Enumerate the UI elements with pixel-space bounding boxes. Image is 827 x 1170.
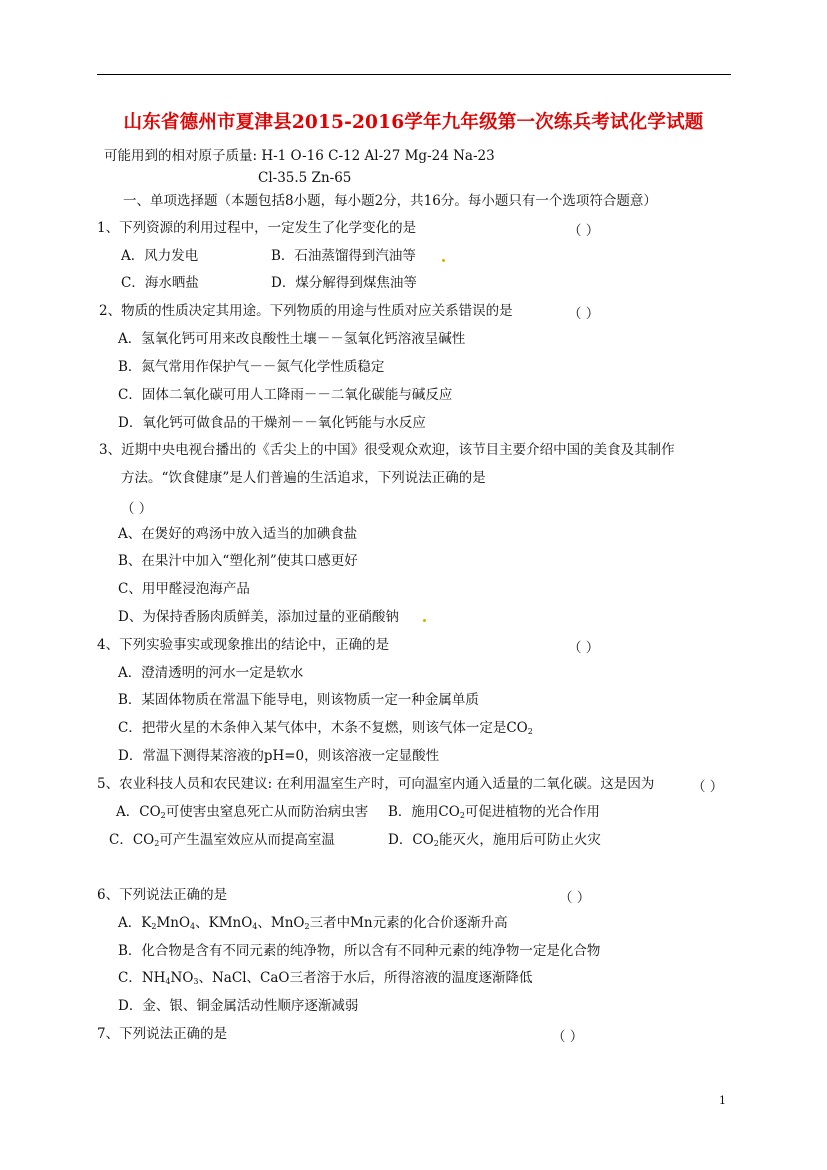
page-title: 山东省德州市夏津县2015-2016学年九年级第一次练兵考试化学试题 [123, 112, 704, 133]
question-6-option-a: A．$K_2MnO_4$、KMnO$_4$、MnO$_2$三者中Mn元素的化合价逐渐升高 [118, 915, 508, 931]
question-1-option-a: A．风力发电 [121, 248, 199, 264]
question-5-option-b: B．施用$CO_2$可促进植物的光合作用 [388, 804, 600, 820]
question-3-option-c: C、用甲醛浸泡海产品 [118, 581, 250, 597]
question-1-option-b: B．石油蒸馏得到汽油等 [271, 248, 416, 264]
question-6-option-c: C．$NH_4NO_3$、NaCl、CaO三者溶于水后，所得溶液的温度逐渐降低 [118, 970, 533, 986]
question-5-option-d: D．$CO_2$能灭火，施用后可防止火灾 [388, 832, 601, 848]
question-3-stem-line2: 方法。“饮食健康”是人们普遍的生活追求，下列说法正确的是 [121, 470, 486, 486]
question-4-option-c: C．把带火星的木条伸入某气体中，木条不复燃，则该气体一定是$CO_2$ [118, 720, 533, 736]
atomic-masses-line2: Cl-35.5 Zn-65 [258, 170, 352, 186]
question-6-stem: 6、下列说法正确的是 [97, 887, 228, 903]
question-6-option-d: D．金、银、铜金属活动性顺序逐渐减弱 [118, 998, 359, 1014]
question-3-stem-line1: 3、近期中央电视台播出的《舌尖上的中国》很受观众欢迎，该节目主要介绍中国的美食及其制作 [99, 442, 675, 458]
stray-mark [442, 259, 445, 262]
question-6-option-b: B．化合物是含有不同元素的纯净物，所以含有不同种元素的纯净物一定是化合物 [118, 943, 601, 959]
question-2-stem: 2、物质的性质决定其用途。下列物质的用途与性质对应关系错误的是 [99, 303, 513, 319]
question-5-answer-paren: （ ） [692, 779, 724, 795]
question-5-stem: 5、农业科技人员和农民建议: 在利用温室生产时，可向温室内通入适量的二氧化碳。这是因为 [97, 776, 655, 792]
question-2-option-d: D．氧化钙可做食品的干燥剂－－氧化钙能与水反应 [118, 415, 426, 431]
question-2-answer-paren: （ ） [568, 306, 600, 322]
section-heading: 一、单项选择题（本题包括8小题，每小题2分，共16分。每小题只有一个选项符合题意） [123, 193, 657, 209]
question-5-option-c: C．$CO_2$可产生温室效应从而提高室温 [109, 832, 335, 848]
question-1-answer-paren: （ ） [568, 223, 600, 239]
question-2-option-a: A．氢氧化钙可用来改良酸性土壤－－氢氧化钙溶液呈碱性 [118, 331, 466, 347]
question-3-option-d: D、为保持香肠肉质鲜美，添加过量的亚硝酸钠 [118, 609, 399, 625]
question-3-option-b: B、在果汁中加入“塑化剂”使其口感更好 [118, 553, 358, 569]
question-6-answer-paren: （ ） [559, 890, 591, 906]
question-3-answer-paren: （ ） [121, 501, 153, 517]
question-4-option-b: B．某固体物质在常温下能导电，则该物质一定一种金属单质 [118, 692, 479, 708]
question-4-answer-paren: （ ） [568, 640, 600, 656]
header-rule [97, 74, 731, 75]
question-5-option-a: A．$CO_2$可使害虫窒息死亡从而防治病虫害 [116, 804, 369, 820]
question-3-option-a: A、在煲好的鸡汤中放入适当的加碘食盐 [118, 526, 358, 542]
stray-mark [423, 619, 426, 622]
question-1-option-c: C．海水晒盐 [121, 275, 199, 291]
atomic-masses-line1: 可能用到的相对原子质量: H-1 O-16 C-12 Al-27 Mg-24 Na-23 [104, 148, 495, 164]
question-2-option-b: B．氮气常用作保护气－－氮气化学性质稳定 [118, 359, 385, 375]
question-4-option-a: A．澄清透明的河水一定是软水 [118, 665, 304, 681]
question-4-option-d: D．常温下测得某溶液的pH=0，则该溶液一定显酸性 [118, 748, 440, 764]
question-2-option-c: C．固体二氧化碳可用人工降雨－－二氧化碳能与碱反应 [118, 387, 453, 403]
question-4-stem: 4、下列实验事实或现象推出的结论中，正确的是 [97, 637, 390, 653]
question-7-answer-paren: （ ） [552, 1029, 584, 1045]
page-number: 1 [719, 1094, 726, 1107]
question-7-stem: 7、下列说法正确的是 [97, 1026, 228, 1042]
question-1-stem: 1、下列资源的利用过程中，一定发生了化学变化的是 [97, 220, 417, 236]
question-1-option-d: D．煤分解得到煤焦油等 [271, 275, 417, 291]
